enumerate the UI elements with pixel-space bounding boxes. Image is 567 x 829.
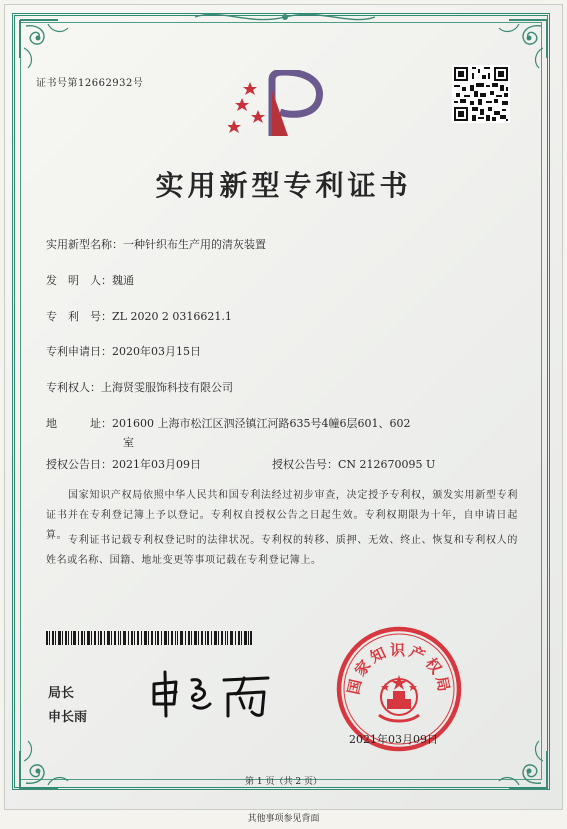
top-ornament-icon [190, 8, 380, 26]
address-value: 201600 上海市松江区泗泾镇江河路635号4幢6层601、602 [112, 417, 411, 430]
seal-date: 2021年03月09日 [349, 733, 438, 746]
footer-note: 其他事项参见背面 [247, 814, 320, 824]
grant-date-row [46, 456, 201, 472]
utility-name-row [46, 236, 266, 252]
utility-name-label: 实用新型名称： [46, 238, 123, 251]
legal-status-paragraph: 专利证书记载专利权登记时的法律状况。专利权的转移、质押、无效、终止、恢复和专利权人的姓名或名称、国籍、地址变更等事项记载在专利登记簿上。 [46, 535, 518, 566]
filing-date-row [46, 343, 201, 359]
corner-ornament-icon [495, 18, 549, 72]
patent-number-row [46, 308, 232, 324]
director-name: 申长雨 [48, 710, 88, 725]
patent-office-logo-icon [228, 70, 328, 140]
utility-name-value: 一种针织布生产用的清灰装置 [123, 238, 266, 251]
inventor-label: 发 明 人： [46, 274, 112, 287]
grant-number-label: 授权公告号： [272, 458, 338, 471]
page-number: 第 1 页（共 2 页） [245, 777, 322, 787]
inventor-row [46, 272, 134, 288]
grant-number-row [272, 456, 435, 472]
barcode-icon [46, 631, 252, 645]
address-line2: 室 [123, 436, 134, 449]
qr-code-icon [452, 65, 510, 123]
corner-ornament-icon [18, 18, 72, 72]
certificate-title: 实用新型专利证书 [155, 169, 412, 202]
grant-statement-paragraph: 国家知识产权局依照中华人民共和国专利法经过初步审查，决定授予专利权，颁发实用新型专利证书并在专利登记簿上予以登记。专利权自授权公告之日起生效。专利权期限为十年，自申请日起算。 [46, 490, 518, 541]
grant-date-label: 授权公告日： [46, 458, 112, 471]
seal-text: 国家知识产权局 [344, 641, 454, 697]
patent-number-label: 专 利 号： [46, 310, 112, 323]
patent-number-value: ZL 2020 2 0316621.1 [112, 310, 232, 323]
filing-date-value: 2020年03月15日 [112, 345, 201, 358]
grant-number-value: CN 212670095 U [338, 458, 436, 471]
grant-date-value: 2021年03月09日 [112, 458, 201, 471]
certificate-number: 证书号第12662932号 [36, 78, 144, 89]
patentee-value: 上海贤雯服饰科技有限公司 [101, 381, 233, 394]
inventor-value: 魏通 [112, 274, 134, 287]
director-title: 局长 [48, 686, 75, 701]
address-label: 地 址： [46, 417, 112, 430]
patentee-label: 专利权人： [46, 381, 101, 394]
filing-date-label: 专利申请日： [46, 345, 112, 358]
address-row [46, 415, 410, 431]
handwritten-signature-icon [148, 670, 278, 720]
patentee-row [46, 379, 233, 395]
